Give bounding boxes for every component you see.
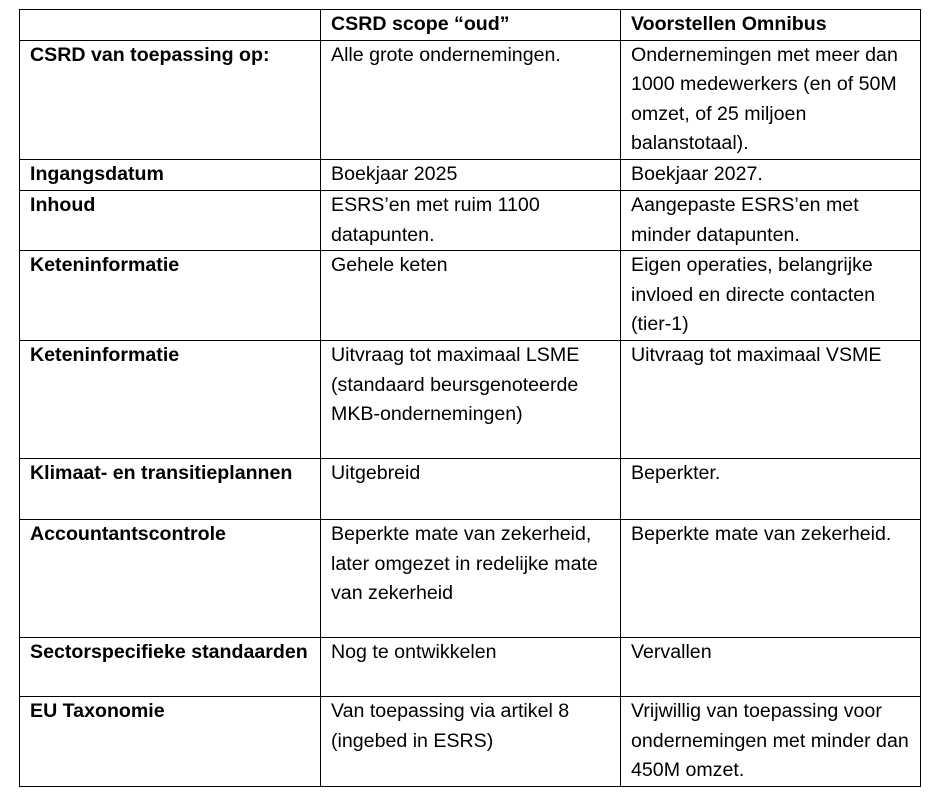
cell-new: Aangepaste ESRS’en met minder datapunten.	[621, 190, 921, 250]
table-row	[20, 519, 921, 637]
cell-old: Boekjaar 2025	[321, 159, 621, 190]
table-row	[20, 159, 921, 190]
table-row	[20, 190, 921, 250]
cell-old: Gehele keten	[321, 251, 621, 341]
cell-new: Boekjaar 2027.	[621, 159, 921, 190]
table-row	[20, 637, 921, 696]
cell-new: Beperkter.	[621, 458, 921, 519]
cell-old: Alle grote ondernemingen.	[321, 40, 621, 159]
header-empty-cell	[20, 10, 321, 41]
cell-old: ESRS’en met ruim 1100 datapunten.	[321, 190, 621, 250]
cell-old: Nog te ontwikkelen	[321, 637, 621, 696]
row-label: Inhoud	[20, 190, 321, 250]
table-row	[20, 40, 921, 159]
table-row	[20, 458, 921, 519]
cell-new: Vrijwillig van toepassing voor ondernemingen met minder dan 450M omzet.	[621, 696, 921, 786]
cell-new: Beperkte mate van zekerheid.	[621, 519, 921, 637]
cell-old: Beperkte mate van zekerheid, later omgezet in redelijke mate van zekerheid	[321, 519, 621, 637]
cell-new: Uitvraag tot maximaal VSME	[621, 340, 921, 458]
header-csrd-old: CSRD scope “oud”	[321, 10, 621, 41]
header-row	[20, 10, 921, 41]
cell-old: Uitgebreid	[321, 458, 621, 519]
header-omnibus-proposals: Voorstellen Omnibus	[621, 10, 921, 41]
cell-new: Eigen operaties, belangrijke invloed en directe contacten (tier-1)	[621, 251, 921, 341]
row-label: Klimaat- en transitieplannen	[20, 458, 321, 519]
row-label: EU Taxonomie	[20, 696, 321, 786]
row-label: Keteninformatie	[20, 340, 321, 458]
cell-new: Ondernemingen met meer dan 1000 medewerkers (en of 50M omzet, of 25 miljoen balanstotaal).	[621, 40, 921, 159]
comparison-table	[19, 9, 921, 787]
table-row	[20, 340, 921, 458]
row-label: Ingangsdatum	[20, 159, 321, 190]
row-label: CSRD van toepassing op:	[20, 40, 321, 159]
table-row	[20, 251, 921, 341]
cell-old: Uitvraag tot maximaal LSME (standaard beursgenoteerde MKB-ondernemingen)	[321, 340, 621, 458]
row-label: Keteninformatie	[20, 251, 321, 341]
cell-old: Van toepassing via artikel 8 (ingebed in ESRS)	[321, 696, 621, 786]
row-label: Sectorspecifieke standaarden	[20, 637, 321, 696]
table-row	[20, 696, 921, 786]
row-label: Accountantscontrole	[20, 519, 321, 637]
cell-new: Vervallen	[621, 637, 921, 696]
